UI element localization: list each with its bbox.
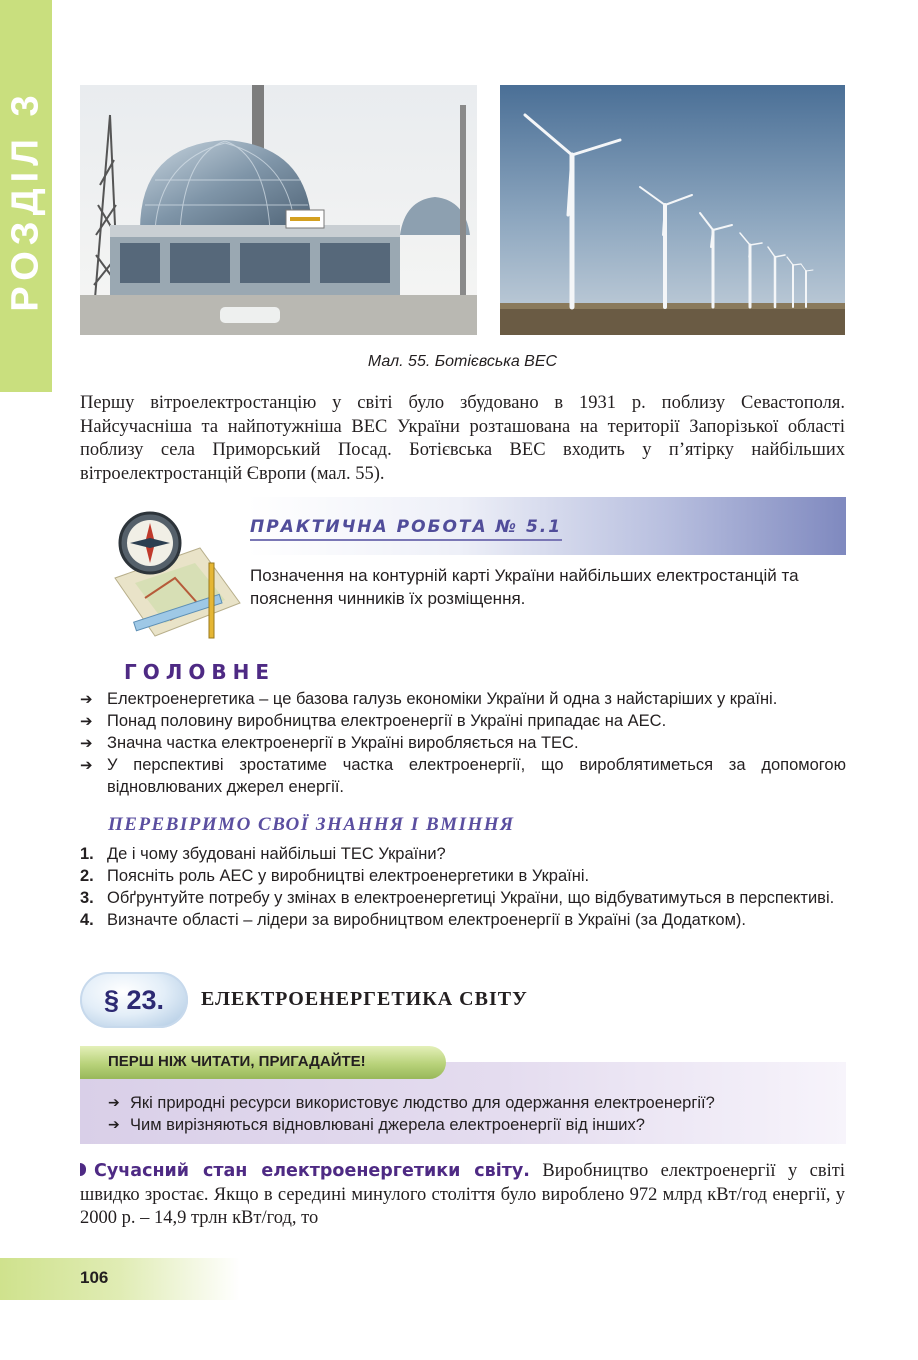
compass-map-icon bbox=[105, 508, 245, 640]
remember-list bbox=[108, 1092, 715, 1136]
practical-work-title: ПРАКТИЧНА РОБОТА № 5.1 bbox=[250, 517, 562, 541]
question-text: Поясніть роль АЕС у виробництві електроенергетики в Україні. bbox=[107, 867, 590, 885]
footer-band bbox=[0, 1258, 240, 1300]
question-number: 1. bbox=[80, 845, 94, 863]
section-title: ЕЛЕКТРОЕНЕРГЕТИКА СВІТУ bbox=[201, 988, 528, 1010]
chapter-label: РОЗДІЛ 3 bbox=[4, 88, 47, 312]
section-number: § 23. bbox=[104, 985, 165, 1015]
practical-work-text: Позначення на контурній карті України найбільших електростанцій та пояснення чинників їх розміщення. bbox=[250, 566, 799, 608]
question-number: 4. bbox=[80, 911, 94, 929]
photo-wind-turbines bbox=[500, 85, 845, 335]
question-item bbox=[80, 887, 846, 909]
question-text: Де і чому збудовані найбільші ТЕС України? bbox=[107, 845, 446, 863]
bullet-marker bbox=[80, 1163, 86, 1176]
question-text: Визначте області – лідери за виробництвом електроенергії в Україні (за Додатком). bbox=[107, 911, 747, 929]
remember-item: ➔ Які природні ресурси використовує людство для одержання електроенергії? bbox=[108, 1092, 715, 1114]
question-item bbox=[80, 865, 846, 887]
question-number: 3. bbox=[80, 889, 94, 907]
main-point-item: ➔ У перспективі зростатиме частка електроенергії, що вироблятиметься за допомогою відновлюваних джерел енергії. bbox=[80, 754, 846, 798]
question-number: 2. bbox=[80, 867, 94, 885]
main-points-list bbox=[80, 688, 846, 798]
question-text: Обґрунтуйте потребу у змінах в електроенергетиці України, що відбуватимуться в перспективі. bbox=[107, 889, 835, 907]
question-item bbox=[80, 843, 846, 865]
main-points-heading: ГОЛОВНЕ bbox=[124, 660, 276, 684]
remember-label: ПЕРШ НІЖ ЧИТАТИ, ПРИГАДАЙТЕ! bbox=[108, 1053, 366, 1070]
question-item bbox=[80, 909, 846, 931]
closing-text: Виробництво електроенергії у світі швидко зростає. Якщо в середині минулого століття було вироблено 972 млрд кВт/год енергії, у 2000 р. – 14,9 трлн кВт/год, то bbox=[80, 1161, 845, 1228]
closing-paragraph bbox=[80, 1160, 845, 1231]
intro-paragraph: Першу вітроелектростанцію у світі було збудовано в 1931 р. поблизу Севастополя. Найсучасніша та найпотужніша ВЕС України розташована на території Запорізької області поблизу села Приморський Посад. Ботієвська ВЕС входить у п’ятірку найбільших вітроелектростанцій Європи (мал. 55). bbox=[80, 393, 845, 484]
photo-power-plant-building bbox=[80, 85, 477, 335]
main-point-item: ➔ Електроенергетика – це базова галузь економіки України й одна з найстаріших у країні. bbox=[80, 688, 846, 710]
chapter-label-wrap bbox=[0, 60, 52, 340]
figure-caption: Мал. 55. Ботієвська ВЕС bbox=[367, 353, 558, 370]
main-point-item: ➔ Значна частка електроенергії в Україні виробляється на ТЕС. bbox=[80, 732, 846, 754]
self-check-list bbox=[80, 843, 846, 931]
remember-item: ➔ Чим вирізняються відновлювані джерела електроенергії від інших? bbox=[108, 1114, 715, 1136]
page-number: 106 bbox=[80, 1268, 109, 1287]
closing-lead: Сучасний стан електроенергетики світу. bbox=[94, 1161, 530, 1181]
main-point-item: ➔ Понад половину виробництва електроенергії в Україні припадає на АЕС. bbox=[80, 710, 846, 732]
self-check-heading: ПЕРЕВІРИМО СВОЇ ЗНАННЯ І ВМІННЯ bbox=[108, 814, 515, 835]
